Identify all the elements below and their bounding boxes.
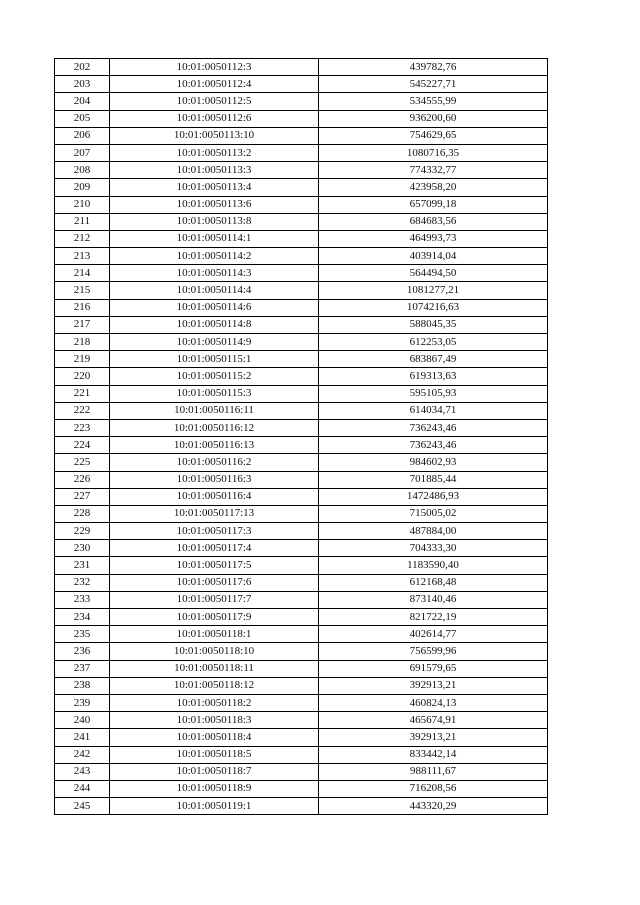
table-row [55, 729, 548, 746]
row-number-cell: 210 [55, 196, 110, 213]
value-cell: 392913,21 [319, 677, 548, 694]
table-row [55, 798, 548, 815]
value-cell: 464993,73 [319, 230, 548, 247]
table-row [55, 265, 548, 282]
row-number-cell: 211 [55, 213, 110, 230]
value-cell: 487884,00 [319, 523, 548, 540]
value-cell: 716208,56 [319, 780, 548, 797]
value-cell: 736243,46 [319, 419, 548, 436]
value-cell: 736243,46 [319, 437, 548, 454]
row-number-cell: 229 [55, 523, 110, 540]
row-number-cell: 223 [55, 419, 110, 436]
cadastral-number-cell: 10:01:0050117:7 [110, 591, 319, 608]
table-row [55, 368, 548, 385]
value-cell: 701885,44 [319, 471, 548, 488]
row-number-cell: 209 [55, 179, 110, 196]
value-cell: 873140,46 [319, 591, 548, 608]
table-row [55, 316, 548, 333]
value-cell: 465674,91 [319, 712, 548, 729]
cadastral-number-cell: 10:01:0050118:4 [110, 729, 319, 746]
row-number-cell: 221 [55, 385, 110, 402]
value-cell: 619313,63 [319, 368, 548, 385]
cadastral-number-cell: 10:01:0050116:4 [110, 488, 319, 505]
value-cell: 392913,21 [319, 729, 548, 746]
table-row [55, 437, 548, 454]
cadastral-number-cell: 10:01:0050112:6 [110, 110, 319, 127]
table-row [55, 385, 548, 402]
row-number-cell: 235 [55, 626, 110, 643]
table-row [55, 557, 548, 574]
row-number-cell: 239 [55, 694, 110, 711]
cadastral-number-cell: 10:01:0050116:3 [110, 471, 319, 488]
row-number-cell: 240 [55, 712, 110, 729]
table-row [55, 162, 548, 179]
table-row [55, 677, 548, 694]
row-number-cell: 219 [55, 351, 110, 368]
table-row [55, 334, 548, 351]
table-row [55, 351, 548, 368]
row-number-cell: 213 [55, 248, 110, 265]
value-cell: 1183590,40 [319, 557, 548, 574]
table-row [55, 59, 548, 76]
value-cell: 612168,48 [319, 574, 548, 591]
table-row [55, 454, 548, 471]
table-body [55, 59, 548, 815]
value-cell: 984602,93 [319, 454, 548, 471]
value-cell: 612253,05 [319, 334, 548, 351]
cadastral-number-cell: 10:01:0050114:2 [110, 248, 319, 265]
row-number-cell: 217 [55, 316, 110, 333]
row-number-cell: 230 [55, 540, 110, 557]
cadastral-number-cell: 10:01:0050116:12 [110, 419, 319, 436]
cadastral-number-cell: 10:01:0050115:1 [110, 351, 319, 368]
row-number-cell: 245 [55, 798, 110, 815]
cadastral-number-cell: 10:01:0050112:4 [110, 76, 319, 93]
cadastral-number-cell: 10:01:0050115:2 [110, 368, 319, 385]
row-number-cell: 241 [55, 729, 110, 746]
row-number-cell: 206 [55, 127, 110, 144]
table-row [55, 488, 548, 505]
cadastral-number-cell: 10:01:0050117:5 [110, 557, 319, 574]
row-number-cell: 243 [55, 763, 110, 780]
cadastral-number-cell: 10:01:0050117:3 [110, 523, 319, 540]
cadastral-number-cell: 10:01:0050114:3 [110, 265, 319, 282]
cadastral-number-cell: 10:01:0050112:3 [110, 59, 319, 76]
value-cell: 691579,65 [319, 660, 548, 677]
row-number-cell: 233 [55, 591, 110, 608]
cadastral-number-cell: 10:01:0050118:11 [110, 660, 319, 677]
value-cell: 683867,49 [319, 351, 548, 368]
cadastral-number-cell: 10:01:0050113:10 [110, 127, 319, 144]
row-number-cell: 215 [55, 282, 110, 299]
value-cell: 614034,71 [319, 402, 548, 419]
row-number-cell: 225 [55, 454, 110, 471]
table-row [55, 213, 548, 230]
value-cell: 657099,18 [319, 196, 548, 213]
value-cell: 684683,56 [319, 213, 548, 230]
value-cell: 756599,96 [319, 643, 548, 660]
row-number-cell: 218 [55, 334, 110, 351]
row-number-cell: 244 [55, 780, 110, 797]
table-row [55, 179, 548, 196]
value-cell: 774332,77 [319, 162, 548, 179]
value-cell: 534555,99 [319, 93, 548, 110]
table-row [55, 746, 548, 763]
cadastral-number-cell: 10:01:0050112:5 [110, 93, 319, 110]
table-row [55, 196, 548, 213]
cadastral-number-cell: 10:01:0050114:9 [110, 334, 319, 351]
row-number-cell: 236 [55, 643, 110, 660]
value-cell: 595105,93 [319, 385, 548, 402]
cadastral-number-cell: 10:01:0050113:3 [110, 162, 319, 179]
cadastral-number-cell: 10:01:0050118:2 [110, 694, 319, 711]
cadastral-number-cell: 10:01:0050114:8 [110, 316, 319, 333]
row-number-cell: 238 [55, 677, 110, 694]
cadastral-number-cell: 10:01:0050119:1 [110, 798, 319, 815]
table-row [55, 110, 548, 127]
table-row [55, 626, 548, 643]
row-number-cell: 212 [55, 230, 110, 247]
cadastral-value-table [54, 58, 548, 815]
cadastral-number-cell: 10:01:0050116:2 [110, 454, 319, 471]
cadastral-number-cell: 10:01:0050116:13 [110, 437, 319, 454]
cadastral-number-cell: 10:01:0050118:10 [110, 643, 319, 660]
table-row [55, 763, 548, 780]
row-number-cell: 228 [55, 505, 110, 522]
table-row [55, 93, 548, 110]
cadastral-number-cell: 10:01:0050118:12 [110, 677, 319, 694]
table-row [55, 144, 548, 161]
cadastral-number-cell: 10:01:0050113:2 [110, 144, 319, 161]
row-number-cell: 226 [55, 471, 110, 488]
table-row [55, 591, 548, 608]
table-row [55, 609, 548, 626]
value-cell: 588045,35 [319, 316, 548, 333]
cadastral-number-cell: 10:01:0050113:6 [110, 196, 319, 213]
row-number-cell: 214 [55, 265, 110, 282]
value-cell: 1081277,21 [319, 282, 548, 299]
row-number-cell: 204 [55, 93, 110, 110]
table-row [55, 402, 548, 419]
value-cell: 715005,02 [319, 505, 548, 522]
value-cell: 1080716,35 [319, 144, 548, 161]
row-number-cell: 227 [55, 488, 110, 505]
cadastral-number-cell: 10:01:0050113:8 [110, 213, 319, 230]
cadastral-number-cell: 10:01:0050114:6 [110, 299, 319, 316]
cadastral-number-cell: 10:01:0050114:1 [110, 230, 319, 247]
cadastral-number-cell: 10:01:0050118:5 [110, 746, 319, 763]
table-row [55, 540, 548, 557]
table-row [55, 282, 548, 299]
row-number-cell: 220 [55, 368, 110, 385]
value-cell: 1472486,93 [319, 488, 548, 505]
cadastral-number-cell: 10:01:0050113:4 [110, 179, 319, 196]
cadastral-number-cell: 10:01:0050118:7 [110, 763, 319, 780]
value-cell: 821722,19 [319, 609, 548, 626]
table-row [55, 574, 548, 591]
cadastral-number-cell: 10:01:0050117:9 [110, 609, 319, 626]
value-cell: 754629,65 [319, 127, 548, 144]
row-number-cell: 205 [55, 110, 110, 127]
row-number-cell: 208 [55, 162, 110, 179]
row-number-cell: 222 [55, 402, 110, 419]
value-cell: 403914,04 [319, 248, 548, 265]
table-row [55, 780, 548, 797]
row-number-cell: 202 [55, 59, 110, 76]
table-row [55, 505, 548, 522]
cadastral-number-cell: 10:01:0050117:13 [110, 505, 319, 522]
row-number-cell: 231 [55, 557, 110, 574]
table-row [55, 299, 548, 316]
table-row [55, 643, 548, 660]
table-row [55, 76, 548, 93]
row-number-cell: 232 [55, 574, 110, 591]
table-row [55, 694, 548, 711]
cadastral-number-cell: 10:01:0050115:3 [110, 385, 319, 402]
table-row [55, 248, 548, 265]
table-row [55, 660, 548, 677]
value-cell: 833442,14 [319, 746, 548, 763]
value-cell: 439782,76 [319, 59, 548, 76]
cadastral-number-cell: 10:01:0050116:11 [110, 402, 319, 419]
value-cell: 704333,30 [319, 540, 548, 557]
row-number-cell: 207 [55, 144, 110, 161]
row-number-cell: 203 [55, 76, 110, 93]
row-number-cell: 224 [55, 437, 110, 454]
row-number-cell: 234 [55, 609, 110, 626]
cadastral-number-cell: 10:01:0050117:4 [110, 540, 319, 557]
value-cell: 545227,71 [319, 76, 548, 93]
cadastral-number-cell: 10:01:0050118:9 [110, 780, 319, 797]
value-cell: 460824,13 [319, 694, 548, 711]
cadastral-number-cell: 10:01:0050114:4 [110, 282, 319, 299]
value-cell: 564494,50 [319, 265, 548, 282]
table-row [55, 127, 548, 144]
row-number-cell: 237 [55, 660, 110, 677]
value-cell: 423958,20 [319, 179, 548, 196]
table-row [55, 523, 548, 540]
table-row [55, 230, 548, 247]
table-row [55, 419, 548, 436]
row-number-cell: 216 [55, 299, 110, 316]
value-cell: 1074216,63 [319, 299, 548, 316]
cadastral-number-cell: 10:01:0050118:1 [110, 626, 319, 643]
value-cell: 443320,29 [319, 798, 548, 815]
value-cell: 936200,60 [319, 110, 548, 127]
value-cell: 402614,77 [319, 626, 548, 643]
value-cell: 988111,67 [319, 763, 548, 780]
row-number-cell: 242 [55, 746, 110, 763]
cadastral-number-cell: 10:01:0050118:3 [110, 712, 319, 729]
table-row [55, 712, 548, 729]
table-row [55, 471, 548, 488]
cadastral-number-cell: 10:01:0050117:6 [110, 574, 319, 591]
